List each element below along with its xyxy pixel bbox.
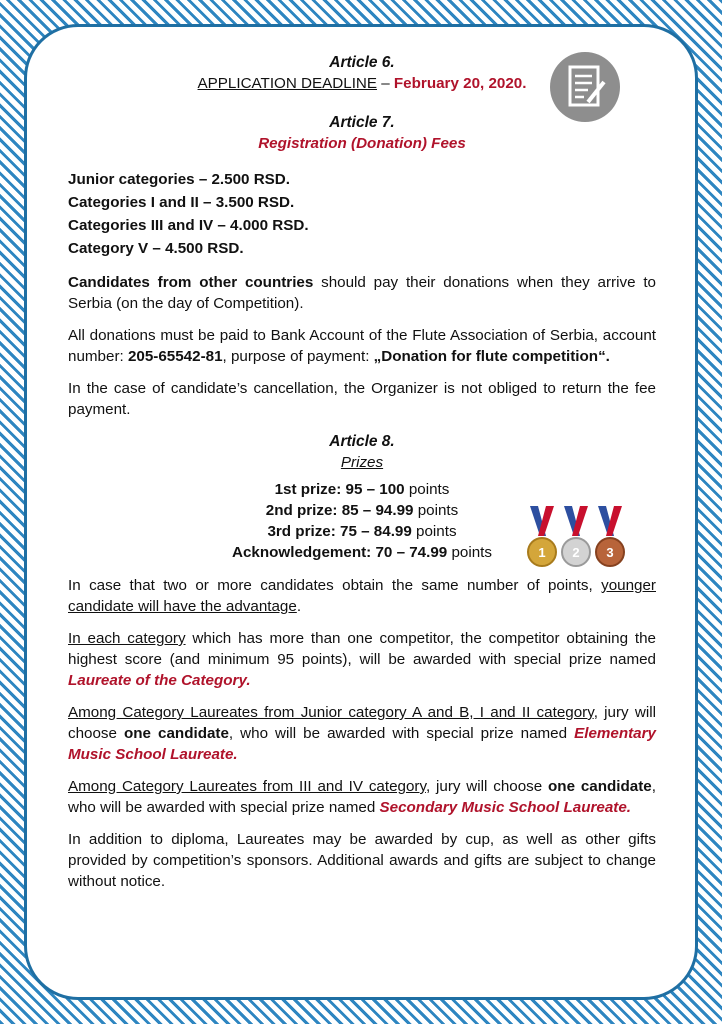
paragraph-same-points [68,575,656,617]
prize-list [68,479,656,563]
paragraph-elementary-laureate [68,702,656,765]
paragraph-bank-account [68,325,656,367]
foreign-candidates-text: should pay their donations when they arrive to Serbia (on the day of Competition). [68,274,656,312]
application-deadline [68,73,656,94]
elementary-text: , jury will choose [68,704,656,742]
elementary-text-2: , who will be awarded with special prize named [228,725,575,742]
paragraph-category-laureate [68,628,656,691]
secondary-underlined: Among Category Laureates from III and IV category [68,778,426,795]
deadline-label: APPLICATION DEADLINE [197,75,378,92]
prize-item [68,521,656,542]
prize-label: 2nd prize: 85 – 94.99 [265,502,414,519]
bank-text: All donations must be paid to Bank Account of the Flute Association of Serbia, account number: [68,327,656,365]
fee-item: Junior categories – 2.500 RSD. [68,171,290,188]
prize-suffix: points [404,481,450,498]
article8-subtitle: Prizes [340,454,384,471]
paragraph-cancellation: In the case of candidate’s cancellation, the Organizer is not obliged to return the fee payment. [68,380,656,418]
deadline-date: February 20, 2020. [393,75,527,92]
article6-heading: Article 6. [329,54,395,71]
article7-subtitle: Registration (Donation) Fees [258,135,466,152]
paragraph-additional-awards: In addition to diploma, Laureates may be awarded by cup, as well as other gifts provided by competition’s sponsors. Additional awards and gifts are subject to change without notice. [68,831,656,890]
deadline-dash: – [377,75,394,92]
medal-gold-label: 1 [538,545,546,560]
article7-heading: Article 7. [329,114,395,131]
prize-label: Acknowledgement: 70 – 74.99 [232,544,448,561]
prize-item [68,542,656,563]
prize-label: 3rd prize: 75 – 84.99 [267,523,412,540]
fee-item: Categories III and IV – 4.000 RSD. [68,217,309,234]
fee-item: Category V – 4.500 RSD. [68,240,244,257]
prize-item [68,500,656,521]
category-underlined: In each category [68,630,186,647]
medal-silver-label: 2 [572,545,580,560]
secondary-text: , jury will choose [425,778,549,795]
elementary-bold: one candidate [124,725,229,742]
payment-purpose: „Donation for flute competition“. [373,348,610,365]
foreign-candidates-bold: Candidates from other countries [68,274,314,291]
award-secondary-laureate: Secondary Music School Laureate. [379,799,632,816]
prize-suffix: points [413,502,459,519]
prize-suffix: points [411,523,457,540]
same-points-text: In case that two or more candidates obtain the same number of points, [68,577,602,594]
secondary-bold: one candidate [548,778,652,795]
account-number: 205-65542-81 [127,348,223,365]
award-elementary-laureate: Elementary Music School Laureate. [68,725,656,763]
same-points-underlined: younger candidate will have the advantage [68,577,656,615]
prize-label: 1st prize: 95 – 100 [274,481,405,498]
same-points-end: . [296,598,302,615]
document-content [68,52,656,903]
prize-item [68,479,656,500]
medal-bronze-label: 3 [606,545,614,560]
fee-list [68,168,656,260]
prize-suffix: points [447,544,492,561]
award-laureate-category: Laureate of the Category. [68,672,251,689]
paragraph-secondary-laureate [68,776,656,818]
paragraph-foreign-candidates [68,272,656,314]
category-text: which has more than one competitor, the competitor obtaining the highest score (and minimum 95 points), will be awarded with special prize named [68,630,656,668]
secondary-text-2: , who will be awarded with special prize named [68,778,656,816]
bank-text-mid: , purpose of payment: [222,348,374,365]
fee-item: Categories I and II – 3.500 RSD. [68,194,295,211]
article8-heading: Article 8. [329,433,395,450]
elementary-underlined: Among Category Laureates from Junior category A and B, I and II category [68,704,594,721]
